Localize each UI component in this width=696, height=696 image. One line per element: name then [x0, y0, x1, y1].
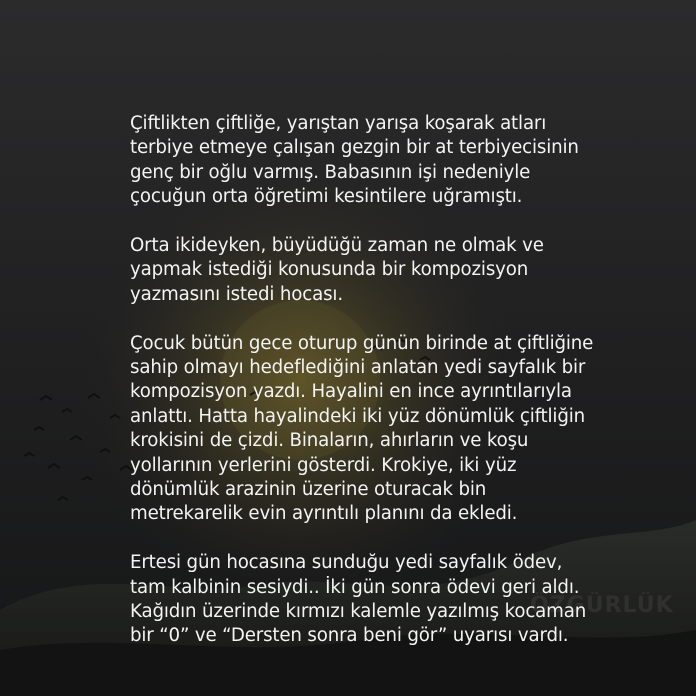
watermark-text: ÖZGÜRLÜK — [530, 593, 674, 618]
story-paragraph-2: Orta ikideyken, büyüdüğü zaman ne olmak ve yapmak istediği konusunda bir kompozisyon yazmasını istedi hocası. — [130, 235, 544, 305]
story-paragraph-1: Çiftlikten çiftliğe, yarıştan yarışa koşarak atları terbiye etmeye çalışan gezgin bir at terbiyecisinin genç bir oğlu varmış. Babasının işi nedeniyle çocuğun orta öğretimi kesintilere uğramıştı. — [130, 113, 579, 208]
story-text — [130, 112, 670, 673]
story-paragraph-4: Ertesi gün hocasına sunduğu yedi sayfalık ödev, tam kalbinin sesiydi.. İki gün sonra ödevi geri aldı. Kağıdın üzerinde kırmızı kalemle yazılmış kocaman bir “0” ve “Dersten sonra beni gör” uyarısı vardı. — [130, 552, 587, 647]
story-paragraph-3: Çocuk bütün gece oturup günün birinde at çiftliğine sahip olmayı hedeflediğini anlatan yedi sayfalık bir kompozisyon yazdı. Hayalini en ince ayrıntılarıyla anlattı. Hatta hayalindeki iki yüz dönümlük çiftliğin krokisini de çizdi. Binaların, ahırların ve koşu yollarının yerlerini gösterdi. Krokiye, iki yüz dönümlük arazinin üzerine oturacak bin metrekarelik evin ayrıntılı planını da ekledi. — [130, 332, 594, 525]
